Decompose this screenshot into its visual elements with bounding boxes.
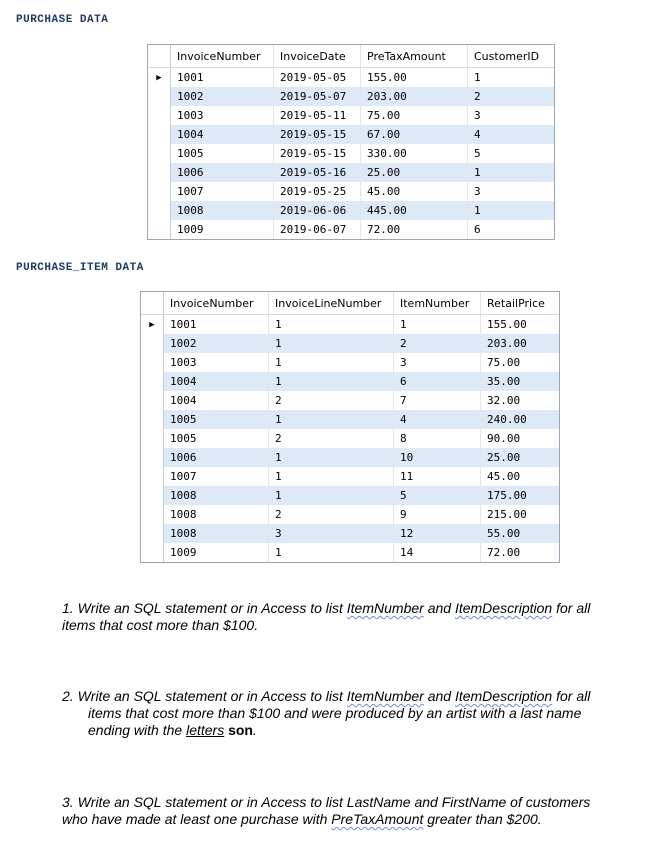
question-1	[62, 600, 632, 634]
table-row[interactable]	[141, 334, 559, 353]
table-row[interactable]	[141, 372, 559, 391]
table-cell[interactable]: 8	[394, 429, 481, 448]
column-header-retailprice[interactable]: RetailPrice	[481, 292, 560, 315]
table-cell[interactable]: 1005	[164, 429, 269, 448]
q2-text: 2. Write an SQL statement or in Access to list	[62, 688, 347, 704]
table-cell[interactable]: 1004	[164, 391, 269, 410]
table-cell[interactable]: 1009	[171, 220, 274, 239]
table-cell[interactable]: 55.00	[481, 524, 560, 543]
table-cell[interactable]: 1001	[171, 68, 274, 88]
table-cell[interactable]: 1	[269, 372, 394, 391]
row-selector[interactable]	[141, 372, 164, 391]
table-cell[interactable]: 3	[394, 353, 481, 372]
table-cell[interactable]: 1	[394, 315, 481, 335]
table-cell[interactable]: 7	[394, 391, 481, 410]
row-selector[interactable]	[141, 429, 164, 448]
row-selector[interactable]	[148, 182, 171, 201]
row-selector[interactable]	[141, 543, 164, 562]
q1-text: 1. Write an SQL statement or in Access to list	[62, 600, 347, 616]
table-row[interactable]	[141, 524, 559, 543]
q2-text-ending: ending with the	[88, 722, 187, 738]
table-row[interactable]	[148, 163, 554, 182]
table-cell[interactable]: 3	[468, 182, 555, 201]
table-cell[interactable]: 25.00	[361, 163, 468, 182]
table-cell[interactable]: 75.00	[361, 106, 468, 125]
table-cell[interactable]: 2019-05-15	[274, 125, 361, 144]
q3-term-pretaxamount: PreTaxAmount	[331, 811, 424, 827]
table-cell[interactable]: 1002	[164, 334, 269, 353]
column-header-customerid[interactable]: CustomerID	[468, 45, 555, 68]
row-selector[interactable]	[141, 467, 164, 486]
table-cell[interactable]: 2019-06-07	[274, 220, 361, 239]
table-cell[interactable]: 2019-05-16	[274, 163, 361, 182]
table-cell[interactable]: 2019-06-06	[274, 201, 361, 220]
table-cell[interactable]: 90.00	[481, 429, 560, 448]
table-cell[interactable]: 5	[468, 144, 555, 163]
row-selector[interactable]	[148, 87, 171, 106]
q1-term-itemdescription: ItemDescription	[454, 600, 553, 616]
table-row[interactable]	[141, 410, 559, 429]
table-cell[interactable]: 67.00	[361, 125, 468, 144]
row-selector[interactable]	[141, 410, 164, 429]
table-cell[interactable]: 6	[394, 372, 481, 391]
table-cell[interactable]: 1	[269, 467, 394, 486]
row-selector-header	[148, 45, 171, 68]
row-selector[interactable]	[148, 163, 171, 182]
table-cell[interactable]: 1	[468, 68, 555, 88]
table-row[interactable]	[141, 543, 559, 562]
table-row[interactable]	[148, 106, 554, 125]
q2-term-itemdescription: ItemDescription	[454, 688, 553, 704]
table-cell[interactable]: 72.00	[361, 220, 468, 239]
table-cell[interactable]: 1	[468, 163, 555, 182]
table-cell[interactable]: 2019-05-25	[274, 182, 361, 201]
table-cell[interactable]: 6	[468, 220, 555, 239]
q2-text-and: and	[423, 688, 455, 704]
table-row[interactable]	[141, 391, 559, 410]
table-row[interactable]	[141, 467, 559, 486]
table-cell[interactable]: 5	[394, 486, 481, 505]
table-cell[interactable]: 1007	[164, 467, 269, 486]
table-cell[interactable]: 1008	[164, 524, 269, 543]
table-cell[interactable]: 2	[269, 429, 394, 448]
table-cell[interactable]: 155.00	[481, 315, 560, 335]
table-cell[interactable]: 203.00	[361, 87, 468, 106]
table-row[interactable]	[141, 315, 559, 335]
row-selector[interactable]	[141, 486, 164, 505]
table-cell[interactable]: 2	[468, 87, 555, 106]
purchase-data-title: PURCHASE DATA	[16, 14, 109, 26]
table-cell[interactable]: 2019-05-11	[274, 106, 361, 125]
table-cell[interactable]: 203.00	[481, 334, 560, 353]
table-cell[interactable]: 9	[394, 505, 481, 524]
table-cell[interactable]: 45.00	[481, 467, 560, 486]
table-cell[interactable]: 2019-05-07	[274, 87, 361, 106]
table-cell[interactable]: 1004	[171, 125, 274, 144]
purchase-item-data-title: PURCHASE_ITEM DATA	[16, 262, 144, 274]
q1-text-end: for all	[552, 600, 591, 616]
q3-text-end: greater than $200.	[423, 811, 542, 827]
row-selector[interactable]	[141, 505, 164, 524]
table-cell[interactable]: 1007	[171, 182, 274, 201]
table-cell[interactable]: 2019-05-05	[274, 68, 361, 88]
table-cell[interactable]: 14	[394, 543, 481, 562]
table-cell[interactable]: 11	[394, 467, 481, 486]
q1-term-itemnumber: ItemNumber	[346, 600, 424, 616]
table-cell[interactable]: 175.00	[481, 486, 560, 505]
column-header-invoicelinenumber[interactable]: InvoiceLineNumber	[269, 292, 394, 315]
table-cell[interactable]: 72.00	[481, 543, 560, 562]
table-cell[interactable]: 25.00	[481, 448, 560, 467]
table-cell[interactable]: 35.00	[481, 372, 560, 391]
q1-text-line2: items that cost more than $100.	[62, 617, 259, 633]
row-selector-header	[141, 292, 164, 315]
table-cell[interactable]: 1008	[164, 486, 269, 505]
table-row[interactable]	[148, 220, 554, 239]
table-cell[interactable]: 1	[269, 486, 394, 505]
table-row[interactable]	[148, 201, 554, 220]
table-cell[interactable]: 4	[394, 410, 481, 429]
table-cell[interactable]: 1006	[164, 448, 269, 467]
current-row-arrow-icon[interactable]: ▶	[141, 315, 164, 335]
table-cell[interactable]: 2019-05-15	[274, 144, 361, 163]
table-cell[interactable]: 10	[394, 448, 481, 467]
question-3	[62, 794, 632, 828]
row-selector[interactable]	[141, 391, 164, 410]
current-row-arrow-icon[interactable]: ▶	[148, 68, 171, 88]
table-row[interactable]	[141, 505, 559, 524]
row-selector[interactable]	[148, 201, 171, 220]
q2-period: .	[252, 722, 257, 738]
table-cell[interactable]: 32.00	[481, 391, 560, 410]
table-cell[interactable]: 2	[269, 505, 394, 524]
table-cell[interactable]: 1	[468, 201, 555, 220]
table-cell[interactable]: 1	[269, 353, 394, 372]
table-cell[interactable]: 1001	[164, 315, 269, 335]
row-selector[interactable]	[148, 125, 171, 144]
q2-text-end: for all	[552, 688, 591, 704]
table-cell[interactable]: 1	[269, 334, 394, 353]
table-row[interactable]	[141, 448, 559, 467]
table-cell[interactable]: 4	[468, 125, 555, 144]
table-cell[interactable]: 1003	[171, 106, 274, 125]
table-row[interactable]	[141, 353, 559, 372]
question-2	[62, 688, 632, 739]
table-cell[interactable]: 1008	[164, 505, 269, 524]
table-cell[interactable]: 1002	[171, 87, 274, 106]
table-cell[interactable]: 2	[394, 334, 481, 353]
table-cell[interactable]: 1009	[164, 543, 269, 562]
q3-text-line2: who have made at least one purchase with	[62, 811, 332, 827]
row-selector[interactable]	[148, 106, 171, 125]
table-cell[interactable]: 1	[269, 543, 394, 562]
table-cell[interactable]: 1004	[164, 372, 269, 391]
purchase-grid[interactable]	[147, 44, 555, 240]
table-cell[interactable]: 12	[394, 524, 481, 543]
q2-term-son: son	[228, 722, 253, 738]
purchase-item-grid[interactable]	[140, 291, 560, 563]
table-cell[interactable]: 155.00	[361, 68, 468, 88]
table-cell[interactable]: 215.00	[481, 505, 560, 524]
table-row[interactable]	[148, 125, 554, 144]
row-selector[interactable]	[141, 353, 164, 372]
q1-text-and: and	[423, 600, 455, 616]
row-selector[interactable]	[141, 524, 164, 543]
row-selector[interactable]	[141, 448, 164, 467]
table-cell[interactable]: 1	[269, 448, 394, 467]
column-header-invoicenumber[interactable]: InvoiceNumber	[171, 45, 274, 68]
q2-term-itemnumber: ItemNumber	[346, 688, 424, 704]
table-cell[interactable]: 445.00	[361, 201, 468, 220]
table-row[interactable]	[148, 68, 554, 88]
table-cell[interactable]: 240.00	[481, 410, 560, 429]
table-cell[interactable]: 1	[269, 410, 394, 429]
row-selector[interactable]	[148, 220, 171, 239]
table-row[interactable]	[141, 429, 559, 448]
table-cell[interactable]: 330.00	[361, 144, 468, 163]
q2-term-letters: letters	[186, 722, 225, 738]
table-cell[interactable]: 3	[468, 106, 555, 125]
table-cell[interactable]: 1005	[171, 144, 274, 163]
table-cell[interactable]: 2	[269, 391, 394, 410]
table-row[interactable]	[148, 144, 554, 163]
row-selector[interactable]	[148, 144, 171, 163]
table-cell[interactable]: 75.00	[481, 353, 560, 372]
column-header-invoicedate[interactable]: InvoiceDate	[274, 45, 361, 68]
table-cell[interactable]: 1003	[164, 353, 269, 372]
column-header-itemnumber[interactable]: ItemNumber	[394, 292, 481, 315]
table-cell[interactable]: 1	[269, 315, 394, 335]
table-row[interactable]	[141, 486, 559, 505]
row-selector[interactable]	[141, 334, 164, 353]
table-row[interactable]	[148, 87, 554, 106]
column-header-invoicenumber[interactable]: InvoiceNumber	[164, 292, 269, 315]
column-header-pretaxamount[interactable]: PreTaxAmount	[361, 45, 468, 68]
table-row[interactable]	[148, 182, 554, 201]
table-cell[interactable]: 45.00	[361, 182, 468, 201]
table-cell[interactable]: 1008	[171, 201, 274, 220]
table-cell[interactable]: 1005	[164, 410, 269, 429]
table-cell[interactable]: 3	[269, 524, 394, 543]
table-cell[interactable]: 1006	[171, 163, 274, 182]
q3-text: 3. Write an SQL statement or in Access to list LastName and FirstName of customers	[62, 794, 591, 810]
q2-text-line3	[62, 722, 632, 739]
q2-text-line2: items that cost more than $100 and were produced by an artist with a last name	[88, 705, 582, 721]
